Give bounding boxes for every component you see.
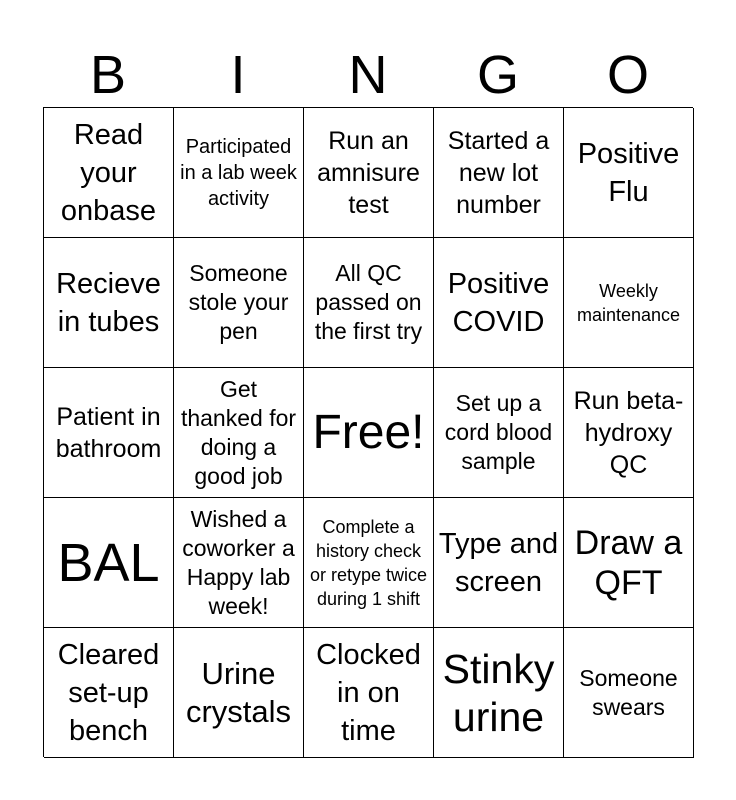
cell-text: Recieve in tubes: [56, 267, 161, 338]
bingo-cell[interactable]: [434, 368, 564, 498]
bingo-cell[interactable]: [564, 628, 694, 758]
header-letter-n: N: [348, 45, 388, 105]
bingo-cell[interactable]: [564, 498, 694, 628]
bingo-cell[interactable]: [304, 498, 434, 628]
cell-text: Set up a cord blood sample: [444, 390, 553, 474]
bingo-cell[interactable]: [304, 628, 434, 758]
bingo-cell[interactable]: [174, 108, 304, 238]
cell-text: Someone stole your pen: [188, 260, 289, 344]
bingo-cell[interactable]: [174, 628, 304, 758]
cell-text: Participated in a lab week activity: [180, 135, 297, 210]
cell-text: BAL: [57, 532, 160, 593]
cell-text: Patient in bathroom: [55, 402, 162, 463]
cell-text: Weekly maintenance: [576, 280, 681, 325]
bingo-header: [43, 44, 693, 106]
header-letter-b: B: [89, 45, 127, 105]
cell-text: Read your onbase: [60, 118, 157, 227]
cell-text: Clocked in on time: [316, 638, 421, 747]
bingo-cell[interactable]: [304, 238, 434, 368]
bingo-cell[interactable]: [434, 238, 564, 368]
cell-text: Run beta-hydroxy QC: [573, 386, 684, 479]
cell-text: Draw a QFT: [574, 523, 683, 602]
cell-text: Get thanked for doing a good job: [180, 375, 297, 489]
cell-text: Urine crystals: [185, 655, 292, 729]
bingo-cell[interactable]: [564, 108, 694, 238]
cell-text: Positive COVID: [447, 267, 550, 338]
header-letter-g: G: [476, 45, 519, 105]
cell-text: Stinky urine: [442, 645, 555, 740]
cell-text: Type and screen: [438, 527, 559, 598]
bingo-grid: [43, 107, 693, 757]
bingo-cell[interactable]: [564, 238, 694, 368]
bingo-cell-free[interactable]: [304, 368, 434, 498]
bingo-cell[interactable]: [174, 498, 304, 628]
cell-text: Free!: [312, 405, 425, 459]
header-letter-o: O: [606, 45, 649, 105]
bingo-cell[interactable]: [174, 368, 304, 498]
cell-text: Someone swears: [579, 664, 678, 720]
bingo-cell[interactable]: [304, 108, 434, 238]
cell-text: Cleared set-up bench: [57, 638, 160, 747]
bingo-cell[interactable]: [44, 238, 174, 368]
bingo-cell[interactable]: [434, 108, 564, 238]
cell-text: Started a new lot number: [447, 126, 550, 219]
bingo-cell[interactable]: [44, 498, 174, 628]
cell-text: Complete a history check or retype twice during 1 shift: [309, 516, 428, 609]
bingo-cell[interactable]: [44, 368, 174, 498]
cell-text: All QC passed on the first try: [314, 260, 423, 344]
cell-text: Run an amnisure test: [317, 126, 420, 219]
bingo-cell[interactable]: [44, 628, 174, 758]
bingo-cell[interactable]: [564, 368, 694, 498]
cell-text: Positive Flu: [577, 137, 680, 208]
bingo-cell[interactable]: [44, 108, 174, 238]
bingo-cell[interactable]: [434, 498, 564, 628]
bingo-cell[interactable]: [174, 238, 304, 368]
cell-text: Wished a coworker a Happy lab week!: [182, 505, 295, 619]
bingo-cell[interactable]: [434, 628, 564, 758]
header-letter-i: I: [230, 45, 246, 105]
